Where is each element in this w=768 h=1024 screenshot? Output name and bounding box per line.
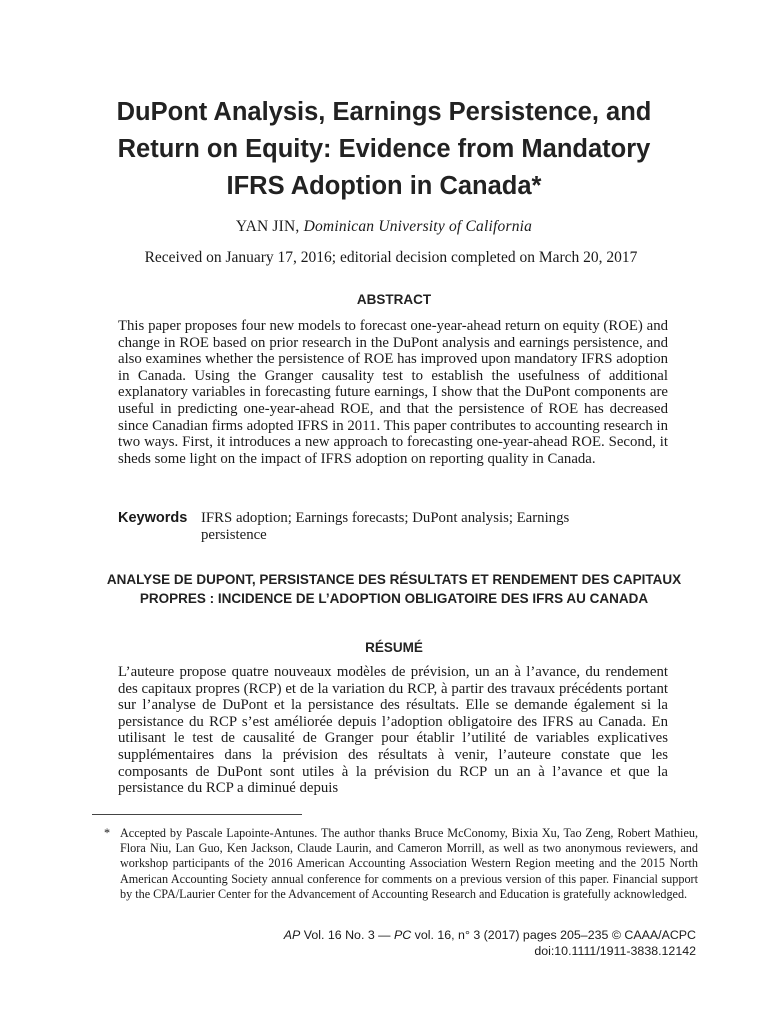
journal-citation bbox=[284, 927, 696, 959]
abstract-heading: ABSTRACT bbox=[356, 292, 432, 307]
citation-pc: PC bbox=[394, 928, 412, 942]
author-affiliation: Dominican University of California bbox=[303, 218, 533, 235]
received-date: Received on January 17, 2016; editorial decision completed on March 20, 2017 bbox=[144, 249, 638, 266]
citation-doi: doi:10.1111/1911-3838.12142 bbox=[534, 944, 696, 958]
citation-line bbox=[284, 927, 696, 943]
abstract-text: This paper proposes four new models to forecast one-year-ahead return on equity (ROE) and change in ROE based on prior research in the DuPont analysis and earnings persistence, and also examines whether the persistence of ROE has improved upon mandatory IFRS adoption in Canada. Using the Granger causality test to establish the usefulness of additional explanatory variables in forecasting future earnings, I show that the DuPont components are useful in predicting one-year-ahead ROE, and that the persistence of ROE has decreased since Canadian firms adopted IFRS in 2011. This paper contributes to accounting research in two ways. First, it introduces a new approach to forecasting one-year-ahead ROE. Second, it sheds some light on the impact of IFRS adoption on reporting quality in Canada. bbox=[118, 318, 668, 467]
citation-ap: AP bbox=[283, 928, 301, 942]
citation-ap-rest: Vol. 16 No. 3 — bbox=[300, 928, 394, 942]
keywords-label: Keywords bbox=[118, 510, 188, 526]
resume-text: L’auteure propose quatre nouveaux modèles de prévision, un an à l’avance, du rendement des capitaux propres (RCP) et de la variation du RCP, à partir des travaux précédents portant sur l’analyse de DuPont et la persistance des résultats. Elle se demande également si la persistance du RCP s’est améliorée depuis l’adoption obligatoire des IFRS au Canada. En utilisant le test de causalité de Granger pour établir l’utilité de variables explicatives supplémentaires dans la prévision des résultats à venir, l’auteure constate que les composants de DuPont sont utiles à la prévision du RCP un an à l’avance et que la persistance du RCP a diminué depuis bbox=[118, 664, 668, 797]
keywords-text: IFRS adoption; Earnings forecasts; DuPont analysis; Earnings persistence bbox=[201, 510, 570, 543]
author-name: YAN JIN, bbox=[235, 218, 300, 235]
resume-heading: RÉSUMÉ bbox=[365, 640, 423, 655]
article-title: DuPont Analysis, Earnings Persistence, and Return on Equity: Evidence from Mandatory IFRS Adoption in Canada* bbox=[116, 98, 652, 200]
footnote-text: Accepted by Pascale Lapointe-Antunes. The author thanks Bruce McConomy, Bixia Xu, Tao Zeng, Robert Mathieu, Flora Niu, Lan Guo, Ken Jackson, Claude Laurin, and Cameron Morrill, as well as two anonymous reviewers, and workshop participants of the 2016 American Accounting Association Western Region meeting and the 2015 North American Accounting Society annual conference for comments on a previous version of this paper. Financial support by the CPA/Laurier Center for the Advancement of Accounting Research and Education is gratefully acknowledged. bbox=[120, 826, 698, 901]
author-line bbox=[0, 218, 768, 236]
citation-pc-rest: vol. 16, n° 3 (2017) pages 205–235 © CAAA/ACPC bbox=[411, 928, 696, 942]
footnote-divider bbox=[92, 814, 302, 815]
footnote-marker: * bbox=[104, 826, 111, 840]
french-title: ANALYSE DE DUPONT, PERSISTANCE DES RÉSULTATS ET RENDEMENT DES CAPITAUX PROPRES : INCIDENCE DE L’ADOPTION OBLIGATOIRE DES IFRS AU CANADA bbox=[106, 572, 682, 606]
